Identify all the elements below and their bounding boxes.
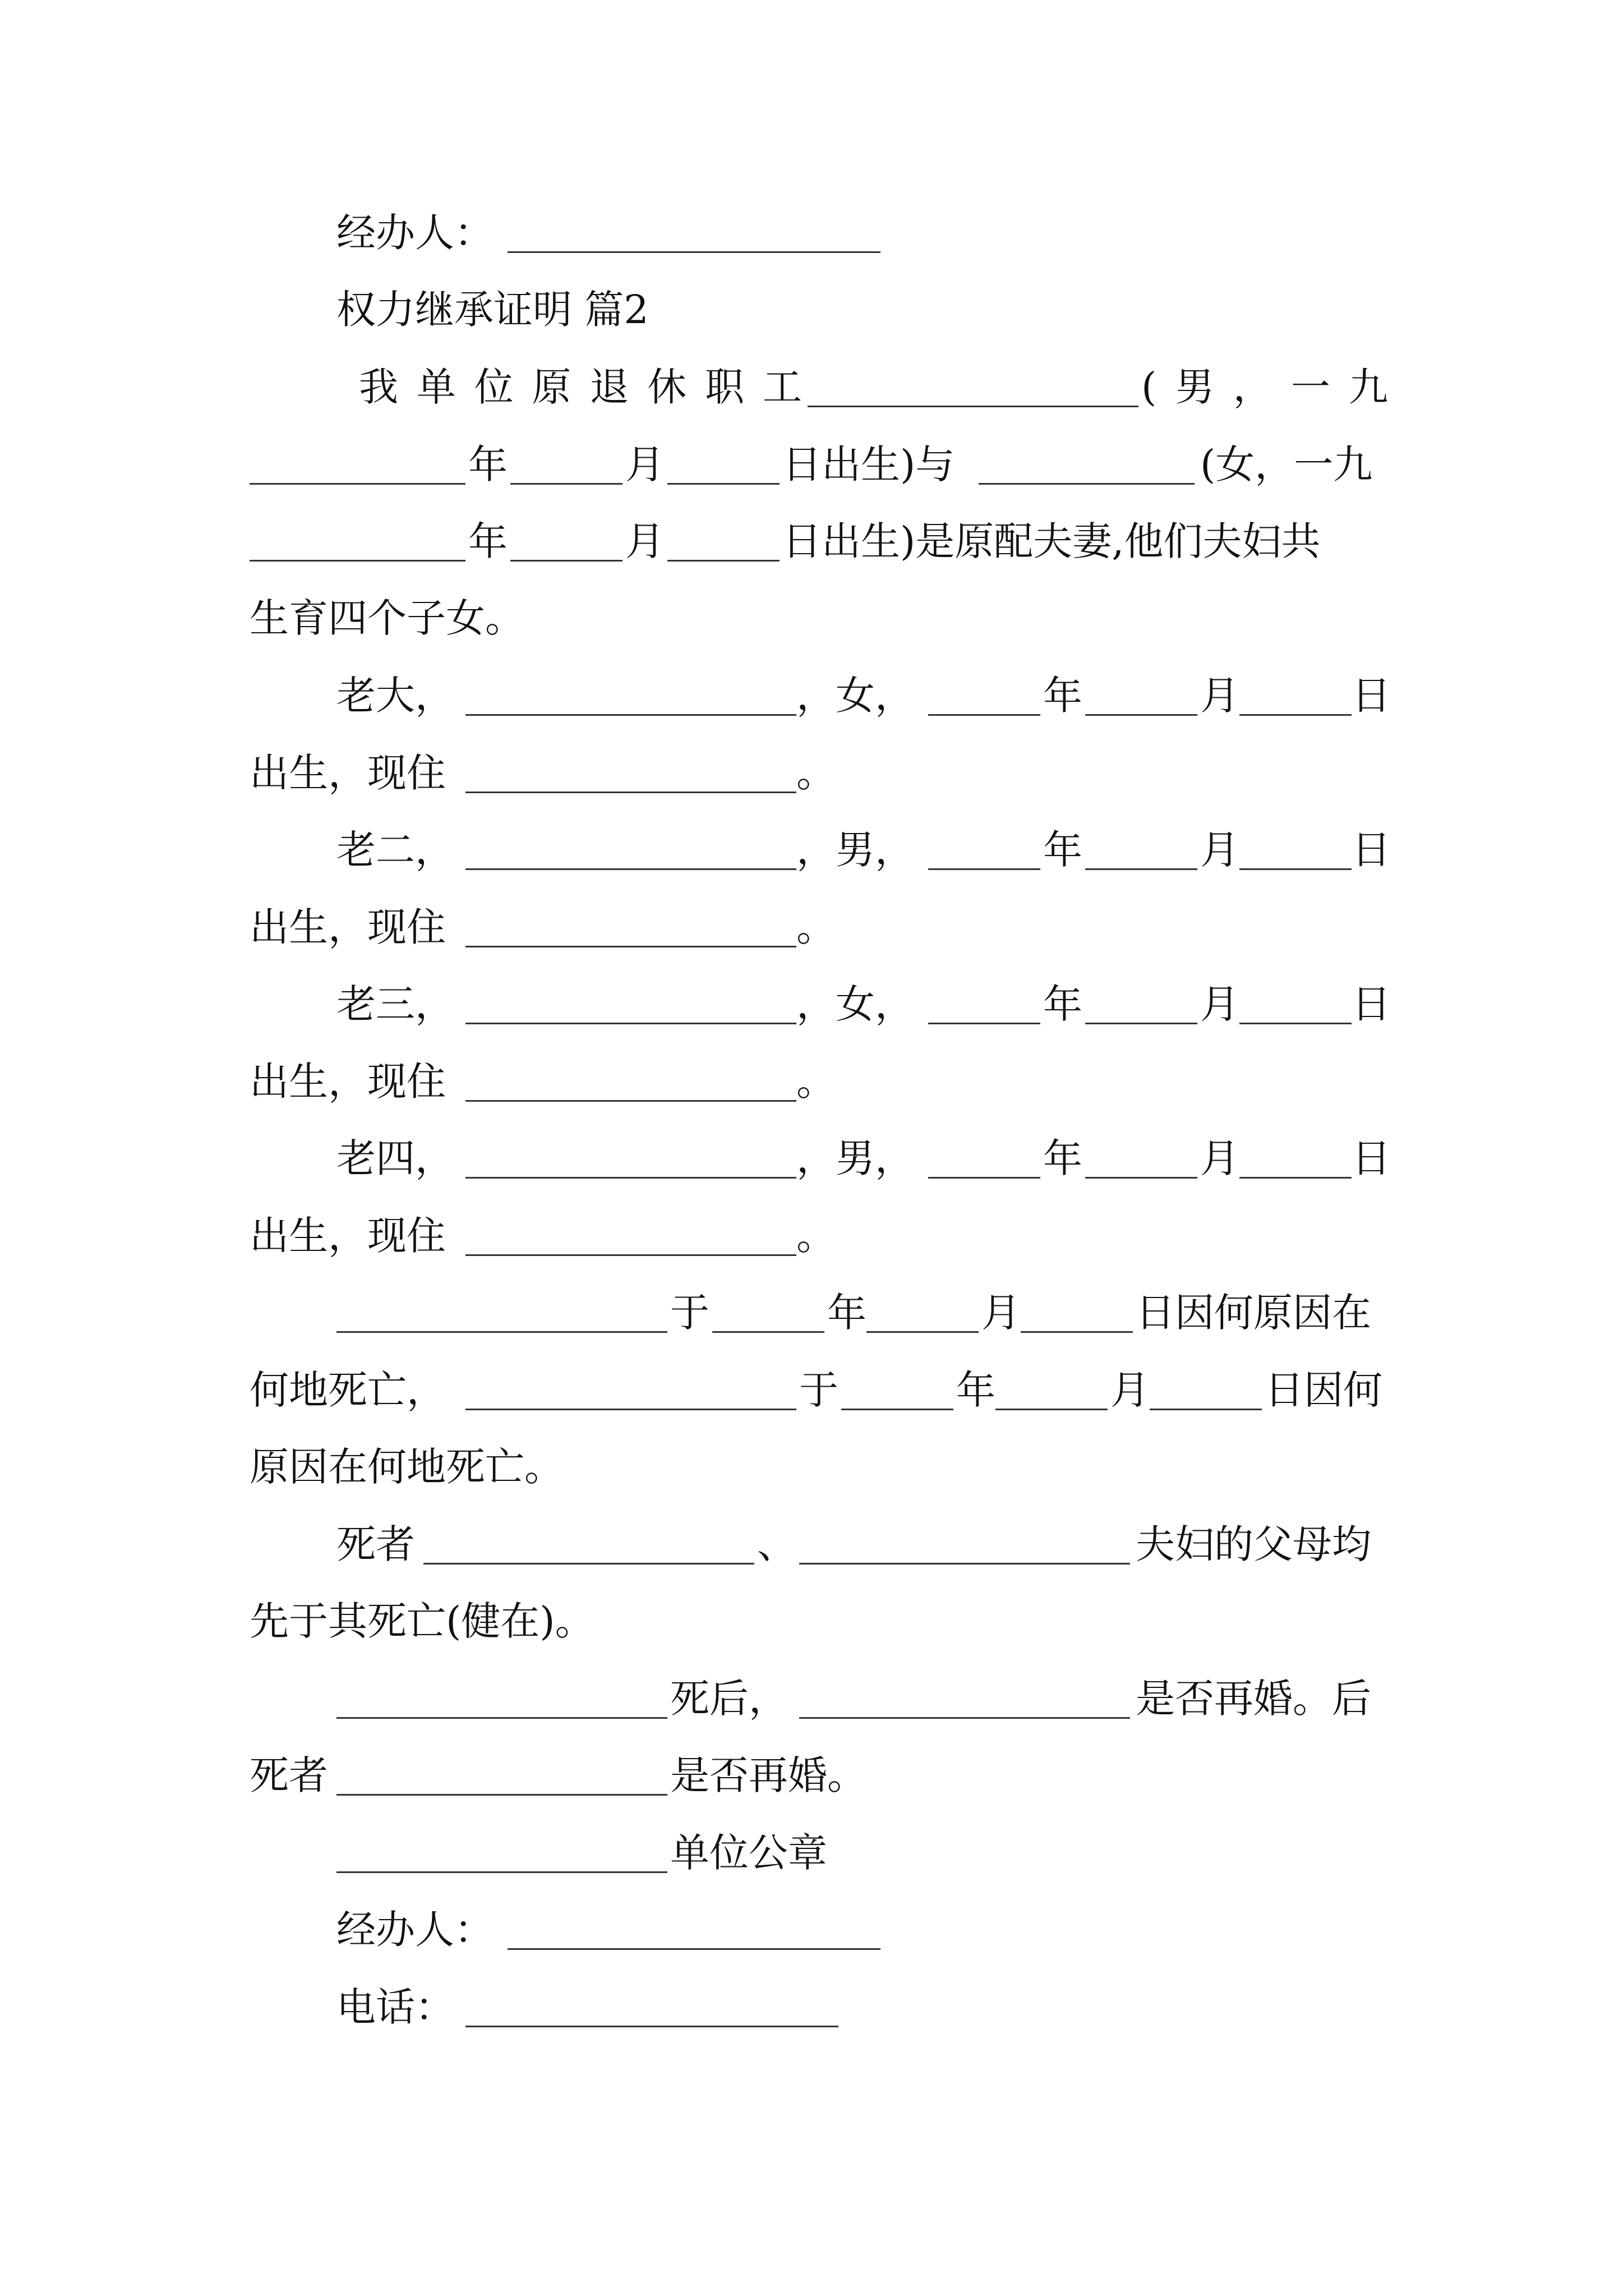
intro-line3-rest: 日出生)是原配夫妻,他们夫妇共: [782, 518, 1321, 564]
child-month-blank[interactable]: [1085, 660, 1197, 716]
child-end: 。: [796, 750, 836, 796]
bottom-handler-blank[interactable]: [508, 1894, 880, 1950]
child-end: 。: [796, 904, 836, 950]
child-year-blank[interactable]: [928, 968, 1040, 1024]
female-name-blank[interactable]: [979, 429, 1195, 485]
child-name-blank[interactable]: [465, 814, 796, 870]
death-2-year-blank[interactable]: [841, 1354, 953, 1410]
child-gender: ，男，: [796, 1135, 914, 1181]
deceased-b-blank[interactable]: [799, 1508, 1130, 1565]
child-born-current: 出生，现住: [250, 904, 446, 950]
child-born-current: 出生，现住: [250, 750, 446, 796]
parents-end: 夫妇的父母均: [1136, 1521, 1371, 1567]
first-deceased-blank[interactable]: [336, 1663, 667, 1719]
child-address-blank[interactable]: [465, 891, 796, 947]
children-count-text: 生育四个子女。: [250, 595, 524, 641]
child-month-blank[interactable]: [1085, 1122, 1197, 1179]
child-label: 老二，: [336, 827, 454, 873]
child-address-blank[interactable]: [465, 1046, 796, 1102]
child-day-blank[interactable]: [1239, 814, 1352, 870]
child-name-blank[interactable]: [465, 1122, 796, 1179]
child-year-blank[interactable]: [928, 814, 1040, 870]
child-born-current: 出生，现住: [250, 1059, 446, 1105]
child-end: 。: [796, 1213, 836, 1259]
child-label: 老四，: [336, 1135, 454, 1181]
child-month-label: 月: [1200, 827, 1239, 873]
child-gender: ，女，: [796, 673, 914, 719]
child-name-blank[interactable]: [465, 660, 796, 716]
survivor-blank[interactable]: [799, 1663, 1130, 1719]
female-label: (女，一九: [1200, 441, 1373, 487]
child-month-blank[interactable]: [1085, 968, 1197, 1024]
child-day-label: 日: [1352, 827, 1391, 873]
phone-label: 电话：: [336, 1984, 454, 2030]
deceased-2-name-blank[interactable]: [465, 1354, 796, 1410]
parents-line2: 先于其死亡(健在)。: [250, 1598, 594, 1644]
child-day-blank[interactable]: [1239, 660, 1352, 716]
seal-label: 单位公章: [670, 1830, 827, 1876]
child-year-blank[interactable]: [928, 660, 1040, 716]
child-year-label: 年: [1043, 673, 1082, 719]
top-handler-label: 经办人：: [336, 210, 494, 256]
child-year-label: 年: [1043, 827, 1082, 873]
deceased-1-name-blank[interactable]: [336, 1277, 667, 1333]
child-day-blank[interactable]: [1239, 968, 1352, 1024]
remarry-line2-end: 是否再婚。: [670, 1752, 866, 1798]
child-year-label: 年: [1043, 981, 1082, 1027]
section-title: 权力继承证明 篇2: [336, 287, 649, 333]
child-day-label: 日: [1352, 1135, 1391, 1181]
intro-line1-right: ( 男 ， 一 九: [1141, 364, 1388, 410]
intro-line1-left: 我 单 位 原 退 休 职 工: [359, 364, 802, 410]
child-born-current: 出生，现住: [250, 1213, 446, 1259]
death-1-year-blank[interactable]: [712, 1277, 824, 1333]
male-birth-month-blank[interactable]: [510, 429, 623, 485]
death-year-label: 年: [956, 1367, 995, 1413]
child-gender: ，男，: [796, 827, 914, 873]
child-label: 老三，: [336, 981, 454, 1027]
female-year-label: 年: [468, 518, 508, 564]
death-yu: 于: [799, 1367, 838, 1413]
death-yu: 于: [670, 1290, 709, 1336]
remarry-end: 是否再婚。后: [1136, 1676, 1371, 1722]
death-line3: 原因在何地死亡。: [250, 1444, 564, 1490]
phone-blank[interactable]: [465, 1971, 838, 2027]
child-year-blank[interactable]: [928, 1122, 1040, 1179]
male-born-with: 日出生)与: [782, 441, 955, 487]
deceased-a-blank[interactable]: [423, 1508, 754, 1565]
female-birth-month-blank[interactable]: [510, 505, 623, 562]
male-birth-year-blank[interactable]: [250, 429, 465, 485]
child-month-label: 月: [1200, 673, 1239, 719]
child-month-label: 月: [1200, 1135, 1239, 1181]
death-line1-rest: 日因何原因在: [1136, 1290, 1371, 1336]
male-birth-day-blank[interactable]: [667, 429, 780, 485]
remarry-mid: 死后，: [670, 1676, 788, 1722]
child-address-blank[interactable]: [465, 1200, 796, 1256]
child-day-label: 日: [1352, 981, 1391, 1027]
child-day-label: 日: [1352, 673, 1391, 719]
child-month-blank[interactable]: [1085, 814, 1197, 870]
parents-sep: 、: [757, 1521, 796, 1567]
death-month-label: 月: [1110, 1367, 1150, 1413]
death-line2-start: 何地死亡，: [250, 1367, 446, 1413]
top-handler-blank[interactable]: [508, 197, 880, 253]
female-birth-year-blank[interactable]: [250, 505, 465, 562]
unit-name-blank[interactable]: [336, 1817, 667, 1873]
death-year-label: 年: [827, 1290, 866, 1336]
male-month-label: 月: [625, 441, 665, 487]
child-day-blank[interactable]: [1239, 1122, 1352, 1179]
death-2-day-blank[interactable]: [1150, 1354, 1262, 1410]
child-label: 老大，: [336, 673, 454, 719]
later-deceased-blank[interactable]: [336, 1740, 667, 1796]
death-month-label: 月: [981, 1290, 1021, 1336]
parents-start: 死者: [336, 1521, 415, 1567]
child-name-blank[interactable]: [465, 968, 796, 1024]
retired-worker-name-blank[interactable]: [808, 351, 1138, 407]
child-end: 。: [796, 1059, 836, 1105]
death-line2-rest: 日因何: [1265, 1367, 1382, 1413]
death-1-day-blank[interactable]: [1021, 1277, 1133, 1333]
child-address-blank[interactable]: [465, 737, 796, 793]
male-year-label: 年: [468, 441, 508, 487]
death-2-month-blank[interactable]: [995, 1354, 1108, 1410]
child-month-label: 月: [1200, 981, 1239, 1027]
child-gender: ，女，: [796, 981, 914, 1027]
female-birth-day-blank[interactable]: [667, 505, 780, 562]
child-year-label: 年: [1043, 1135, 1082, 1181]
death-1-month-blank[interactable]: [866, 1277, 979, 1333]
female-month-label: 月: [625, 518, 665, 564]
bottom-handler-label: 经办人：: [336, 1907, 494, 1953]
remarry-line2-start: 死者: [250, 1752, 328, 1798]
